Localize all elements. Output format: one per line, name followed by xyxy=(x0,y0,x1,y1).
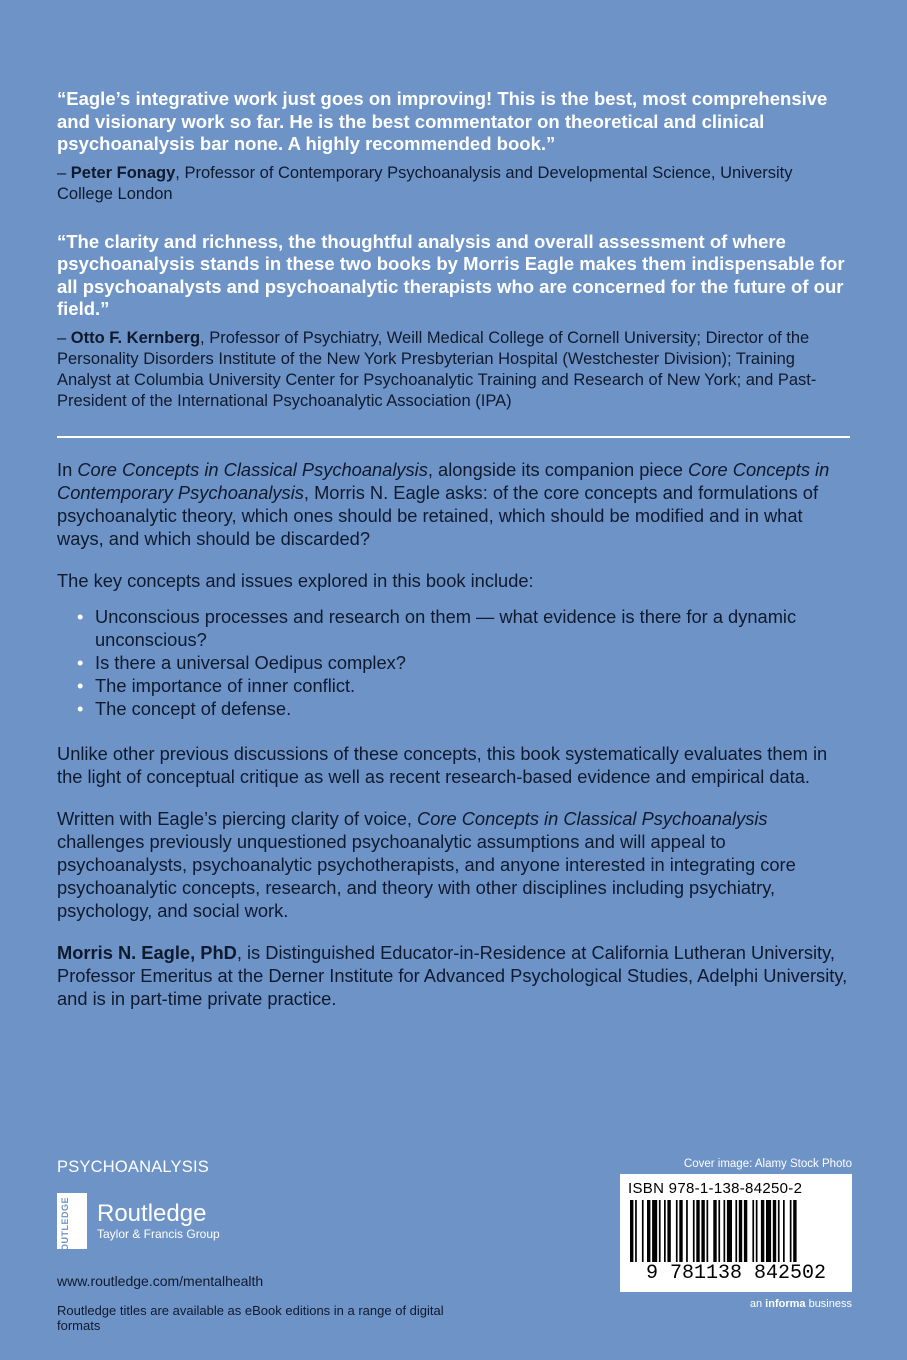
written-paragraph xyxy=(57,807,852,922)
publisher-url: www.routledge.com/mentalhealth xyxy=(57,1273,264,1289)
unlike-paragraph: Unlike other previous discussions of these concepts, this book systematically evaluates them in the light of conceptual critique as well as recent research-based evidence and empirical data. xyxy=(57,742,828,787)
informa-tagline xyxy=(620,1298,852,1310)
informa-brand: informa xyxy=(765,1298,806,1310)
quote-1-affiliation: , Professor of Contemporary Psychoanalysis and Developmental Science, University College London xyxy=(57,163,793,203)
list-item: • Unconscious processes and research on them — what evidence is there for a dynamic unconscious? xyxy=(95,605,852,651)
routledge-logo-mark-icon xyxy=(57,1193,87,1259)
quote-1-name: Peter Fonagy xyxy=(70,163,176,182)
quote-1-attribution xyxy=(57,163,852,205)
list-item: • The concept of defense. xyxy=(95,697,852,720)
back-cover-content xyxy=(57,88,852,1029)
author-bio-text: , is Distinguished Educator-in-Residence at California Lutheran University, Professor Emeritus at the Derner Institute for Advanced Psychological Studies, Adelphi University, and is in part-time private practice. xyxy=(57,941,848,1009)
barcode-block xyxy=(620,1158,852,1310)
quote-1-dash: – xyxy=(57,163,71,182)
cover-credit: Cover image: Alamy Stock Photo xyxy=(683,1158,852,1170)
isbn-text: ISBN 978-1-138-84250-2 xyxy=(628,1180,803,1197)
barcode xyxy=(620,1174,852,1292)
routledge-logo xyxy=(57,1191,477,1259)
quote-2-attribution xyxy=(57,328,852,412)
intro-part-3: , Morris N. Eagle asks: of the core concepts and formulations of psychoanalytic theory, which ones should be retained, which should be modified and in what ways, and which should be discarded? xyxy=(57,481,819,549)
divider xyxy=(57,436,850,438)
barcode-digits: 9 781138 842502 xyxy=(645,1262,827,1285)
key-concepts-intro: The key concepts and issues explored in this book include: xyxy=(57,569,534,591)
key-concepts-list xyxy=(57,605,852,720)
quote-2-name: Otto F. Kernberg xyxy=(70,328,201,347)
informa-pre: an xyxy=(749,1298,766,1310)
intro-title-2: Core Concepts in Contemporary Psychoanalysis xyxy=(57,458,830,503)
intro-part-1: In xyxy=(57,458,78,480)
written-part-1: Written with Eagle’s piercing clarity of voice, xyxy=(57,807,418,829)
quote-2-affiliation: , Professor of Psychiatry, Weill Medical College of Cornell University; Director of the Personality Disorders Institute of the New York Presbyterian Hospital (Westchester Division); Training Analyst at Columbia University Center for Psychoanalytic Training and Research of New York; and Past-President of the International Psychoanalytic Association (IPA) xyxy=(57,328,817,410)
publisher-name: Routledge xyxy=(97,1200,207,1227)
written-part-2: challenges previously unquestioned psychoanalytic assumptions and will appeal to psychoanalysts, psychoanalytic psychotherapists, and anyone interested in integrating core psychoanalytic concepts, research, and theory with other disciplines including psychiatry, psychology, and social work. xyxy=(57,830,796,921)
informa-post: business xyxy=(805,1298,852,1310)
list-item: • The importance of inner conflict. xyxy=(95,674,852,697)
publisher-group: Taylor & Francis Group xyxy=(97,1227,220,1241)
author-bio xyxy=(57,941,852,1010)
list-item: • Is there a universal Oedipus complex? xyxy=(95,651,852,674)
quote-2-text: “The clarity and richness, the thoughtful analysis and overall assessment of where psychoanalysis stands in these two books by Morris Eagle makes them indispensable for all psychoanalysts and psychoanalytic therapists who are concerned for the future of our field.” xyxy=(57,230,845,319)
author-name: Morris N. Eagle xyxy=(57,941,191,963)
written-title: Core Concepts in Classical Psychoanalysis xyxy=(417,807,768,829)
quote-1-text: “Eagle’s integrative work just goes on improving! This is the best, most comprehensive and visionary work so far. He is the best commentator on theoretical and clinical psychoanalysis bar none. A highly recommended book.” xyxy=(57,88,828,154)
intro-part-2: , alongside its companion piece xyxy=(427,458,689,480)
quote-2-dash: – xyxy=(57,328,71,347)
intro-paragraph xyxy=(57,458,852,550)
barcode-bars-icon xyxy=(630,1200,844,1262)
logo-mark-text: ROUTLEDGE xyxy=(60,1197,70,1259)
intro-title-1: Core Concepts in Classical Psychoanalysis xyxy=(77,458,428,480)
category-label: PSYCHOANALYSIS xyxy=(57,1158,209,1176)
ebook-note: Routledge titles are available as eBook editions in a range of digital formats xyxy=(57,1303,444,1333)
publisher-block xyxy=(57,1158,477,1333)
author-degree: , PhD xyxy=(190,941,237,963)
